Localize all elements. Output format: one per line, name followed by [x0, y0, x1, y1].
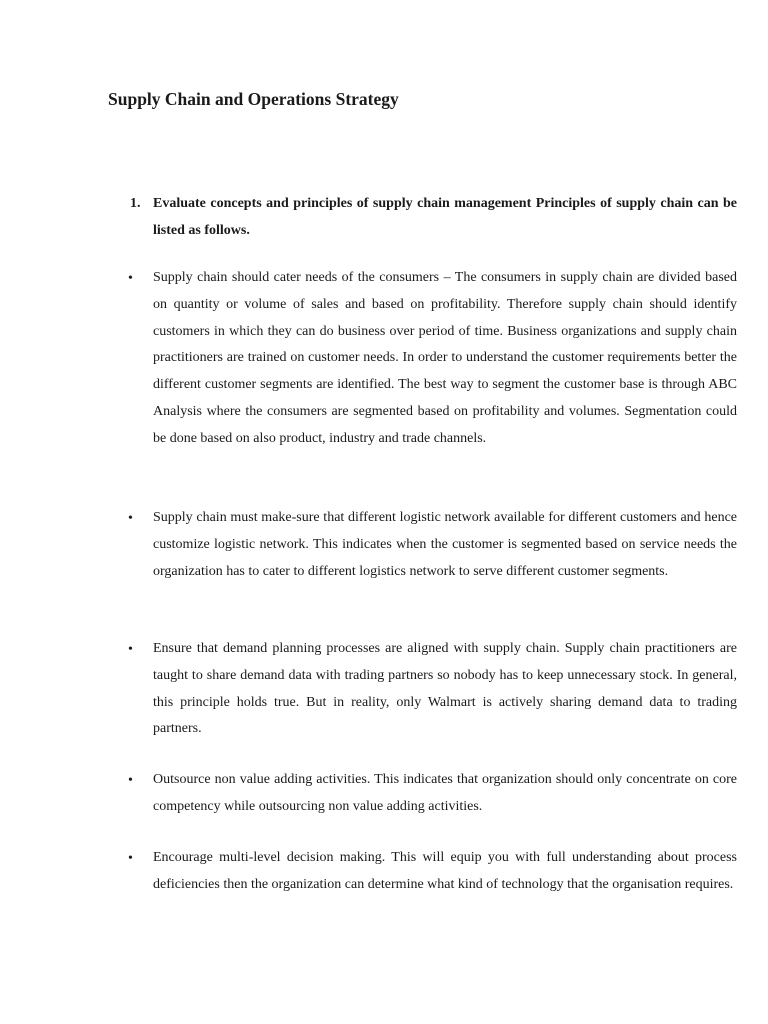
section-heading-text: Evaluate concepts and principles of supply chain management Principles of supply chain can be listed as follows.: [153, 196, 737, 238]
list-item: [128, 505, 737, 585]
list-item-text: Outsource non value adding activities. This indicates that organization should only concentrate on core competency while outsourcing non value adding activities.: [153, 772, 737, 814]
section-number: 1.: [130, 196, 141, 211]
bullet-icon: •: [128, 511, 133, 526]
list-item: [128, 265, 737, 453]
list-item-text: Ensure that demand planning processes are aligned with supply chain. Supply chain practitioners are taught to share demand data with trading partners so nobody has to keep unnecessary stock. In general, this principle holds true. But in reality, only Walmart is actively sharing demand data to trading partners.: [153, 641, 737, 737]
list-item: [128, 636, 737, 743]
section-heading: [130, 190, 737, 244]
document-title: Supply Chain and Operations Strategy: [108, 89, 399, 109]
bullet-icon: •: [128, 271, 133, 286]
list-item-text: Encourage multi-level decision making. This will equip you with full understanding about process deficiencies then the organization can determine what kind of technology that the organisation requires.: [153, 850, 737, 892]
list-item-text: Supply chain must make-sure that different logistic network available for different customers and hence customize logistic network. This indicates when the customer is segmented based on service needs the organization has to cater to different logistics network to serve different customer segments.: [153, 510, 737, 579]
list-item: [128, 767, 737, 821]
list-item-text: Supply chain should cater needs of the consumers – The consumers in supply chain are divided based on quantity or volume of sales and based on profitability. Therefore supply chain should identify customers in which they can do business over period of time. Business organizations and supply chain practitioners are trained on customer needs. In order to understand the customer requirements better the different customer segments are identified. The best way to segment the customer base is through ABC Analysis where the consumers are segmented based on profitability and volumes. Segmentation could be done based on also product, industry and trade channels.: [153, 270, 737, 446]
bullet-icon: •: [128, 851, 133, 866]
bullet-icon: •: [128, 773, 133, 788]
bullet-icon: •: [128, 642, 133, 657]
list-item: [128, 845, 737, 899]
